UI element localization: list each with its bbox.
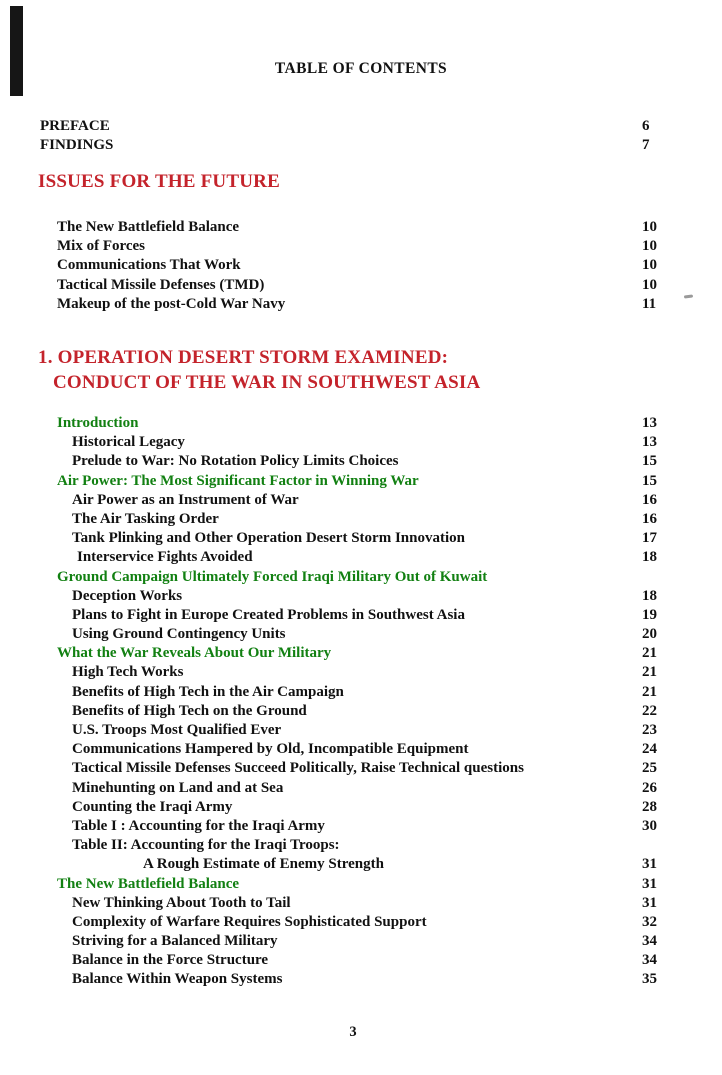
toc-entry-label: Tank Plinking and Other Operation Desert Storm Innovation bbox=[72, 530, 465, 547]
section-heading-issues bbox=[38, 170, 702, 195]
toc-entry-page-number: 18 bbox=[642, 549, 657, 566]
toc-entry-label: Minehunting on Land and at Sea bbox=[72, 779, 284, 796]
toc-entry-page-number: 34 bbox=[642, 952, 657, 969]
toc-entry-page-number: 34 bbox=[642, 933, 657, 950]
toc-entry-label: Prelude to War: No Rotation Policy Limits Choices bbox=[72, 453, 399, 470]
toc-row bbox=[40, 256, 702, 275]
toc-row bbox=[40, 663, 702, 682]
toc-entry-page-number: 10 bbox=[642, 276, 657, 293]
toc-row bbox=[40, 433, 702, 452]
toc-entry-page-number: 11 bbox=[642, 295, 657, 312]
toc-entry-label: Ground Campaign Ultimately Forced Iraqi Military Out of Kuwait bbox=[57, 568, 488, 585]
toc-row bbox=[40, 875, 702, 894]
section-heading-line: CONDUCT OF THE WAR IN SOUTHWEST ASIA bbox=[53, 371, 481, 393]
section-heading-line: ISSUES FOR THE FUTURE bbox=[38, 171, 280, 192]
toc-row bbox=[40, 798, 702, 817]
toc-entry-page-number: 13 bbox=[642, 434, 657, 451]
toc-entry-label: Table I : Accounting for the Iraqi Army bbox=[72, 817, 325, 834]
toc-entry-page-number: 16 bbox=[642, 491, 657, 508]
toc-row bbox=[40, 548, 702, 567]
toc-entry-page-number: 25 bbox=[642, 760, 657, 777]
toc-entry-page-number: 21 bbox=[642, 664, 657, 681]
toc-row bbox=[40, 855, 702, 874]
toc-row bbox=[40, 587, 702, 606]
toc-entry-page-number: 13 bbox=[642, 415, 657, 431]
toc-row bbox=[40, 276, 702, 295]
front-matter-list bbox=[40, 117, 702, 155]
toc-entry-page-number: 17 bbox=[642, 530, 657, 547]
toc-row bbox=[40, 117, 702, 136]
toc-entry-label: Balance in the Force Structure bbox=[72, 952, 269, 969]
toc-row bbox=[40, 759, 702, 778]
toc-row bbox=[40, 644, 702, 663]
toc-row bbox=[40, 721, 702, 740]
toc-row bbox=[40, 237, 702, 256]
toc-entry-page-number: 19 bbox=[642, 606, 657, 623]
toc-row bbox=[40, 817, 702, 836]
toc-row bbox=[40, 625, 702, 644]
toc-entry-label: High Tech Works bbox=[72, 664, 184, 681]
toc-entry-page-number: 26 bbox=[642, 779, 657, 796]
toc-row bbox=[40, 491, 702, 510]
toc-entry-page-number: 10 bbox=[642, 238, 657, 255]
toc-row bbox=[40, 932, 702, 951]
toc-entry-label: PREFACE bbox=[40, 118, 110, 134]
toc-row bbox=[40, 913, 702, 932]
toc-entry-label: The New Battlefield Balance bbox=[57, 219, 240, 235]
toc-entry-page-number: 15 bbox=[642, 453, 657, 470]
toc-entry-label: Balance Within Weapon Systems bbox=[72, 971, 283, 988]
toc-row bbox=[40, 894, 702, 913]
toc-row bbox=[40, 779, 702, 798]
toc-row bbox=[40, 951, 702, 970]
toc-entry-label: Using Ground Contingency Units bbox=[72, 626, 286, 643]
toc-entry-label: Interservice Fights Avoided bbox=[77, 549, 253, 566]
toc-entry-label: FINDINGS bbox=[40, 137, 114, 154]
toc-entry-label: A Rough Estimate of Enemy Strength bbox=[143, 856, 384, 873]
toc-entry-page-number: 31 bbox=[642, 894, 657, 911]
toc-entry-page-number: 22 bbox=[642, 702, 657, 719]
toc-entry-page-number: 23 bbox=[642, 722, 657, 738]
toc-entry-label: Table II: Accounting for the Iraqi Troops: bbox=[72, 837, 340, 854]
page-number: 3 bbox=[349, 1024, 357, 1040]
toc-entry-label: Counting the Iraqi Army bbox=[72, 798, 233, 815]
toc-entry-page-number: 28 bbox=[642, 798, 657, 815]
toc-entry-page-number: 15 bbox=[642, 472, 657, 489]
toc-entry-label: Benefits of High Tech in the Air Campaign bbox=[72, 683, 344, 700]
toc-row bbox=[40, 472, 702, 491]
toc-row bbox=[40, 740, 702, 759]
toc-entry-page-number: 18 bbox=[642, 587, 657, 604]
toc-entry-label: Tactical Missile Defenses (TMD) bbox=[57, 276, 265, 293]
toc-entry-label: Communications That Work bbox=[57, 257, 241, 274]
toc-entry-label: Complexity of Warfare Requires Sophisticated Support bbox=[72, 913, 427, 930]
toc-row bbox=[40, 970, 702, 989]
toc-entry-label: Communications Hampered by Old, Incompatible Equipment bbox=[72, 741, 469, 758]
toc-entry-page-number: 35 bbox=[642, 971, 657, 988]
toc-row bbox=[40, 295, 702, 314]
toc-entry-page-number: 31 bbox=[642, 856, 657, 873]
toc-entry-page-number: 32 bbox=[642, 913, 657, 930]
chapter1-items-list bbox=[40, 414, 702, 990]
section-heading-line: 1. OPERATION DESERT STORM EXAMINED: bbox=[38, 347, 449, 368]
toc-entry-label: Historical Legacy bbox=[72, 434, 185, 451]
toc-row bbox=[40, 568, 702, 587]
toc-entry-page-number: 6 bbox=[642, 118, 650, 134]
toc-entry-label: Air Power as an Instrument of War bbox=[72, 491, 299, 508]
toc-entry-label: Benefits of High Tech on the Ground bbox=[72, 702, 307, 719]
toc-entry-label: Deception Works bbox=[72, 587, 183, 604]
toc-entry-page-number: 24 bbox=[642, 741, 657, 758]
toc-row bbox=[40, 529, 702, 548]
toc-row bbox=[40, 452, 702, 471]
toc-entry-label: The Air Tasking Order bbox=[72, 510, 219, 527]
toc-entry-page-number: 21 bbox=[642, 683, 657, 700]
toc-entry-label: Makeup of the post-Cold War Navy bbox=[57, 295, 286, 312]
toc-row bbox=[40, 218, 702, 237]
toc-entry-label: The New Battlefield Balance bbox=[57, 875, 240, 892]
toc-entry-label: New Thinking About Tooth to Tail bbox=[72, 894, 291, 911]
toc-entry-page-number: 20 bbox=[642, 626, 657, 643]
scan-artifact-bar bbox=[10, 6, 23, 96]
toc-row bbox=[40, 510, 702, 529]
issues-items-list bbox=[40, 218, 702, 314]
toc-entry-label: Mix of Forces bbox=[57, 238, 146, 255]
toc-entry-label: Air Power: The Most Significant Factor in Winning War bbox=[57, 472, 419, 489]
toc-entry-page-number: 7 bbox=[642, 137, 650, 154]
toc-entry-page-number: 21 bbox=[642, 645, 657, 662]
toc-entry-label: U.S. Troops Most Qualified Ever bbox=[72, 722, 282, 738]
toc-row bbox=[40, 683, 702, 702]
toc-entry-label: Plans to Fight in Europe Created Problems in Southwest Asia bbox=[72, 606, 465, 623]
toc-entry-label: Introduction bbox=[57, 415, 139, 431]
section-heading-desert-storm bbox=[38, 346, 702, 395]
toc-entry-page-number: 31 bbox=[642, 875, 657, 892]
toc-entry-label: Striving for a Balanced Military bbox=[72, 933, 278, 950]
toc-entry-page-number: 30 bbox=[642, 817, 657, 834]
toc-entry-label: Tactical Missile Defenses Succeed Politically, Raise Technical questions bbox=[72, 760, 524, 777]
toc-row bbox=[40, 136, 702, 155]
toc-row bbox=[40, 702, 702, 721]
toc-entry-page-number: 10 bbox=[642, 219, 657, 235]
toc-row bbox=[40, 414, 702, 433]
page-title: TABLE OF CONTENTS bbox=[274, 60, 448, 77]
toc-entry-page-number: 10 bbox=[642, 257, 657, 274]
toc-entry-page-number: 16 bbox=[642, 510, 657, 527]
toc-row bbox=[40, 836, 702, 855]
toc-row bbox=[40, 606, 702, 625]
toc-entry-label: What the War Reveals About Our Military bbox=[57, 645, 332, 662]
